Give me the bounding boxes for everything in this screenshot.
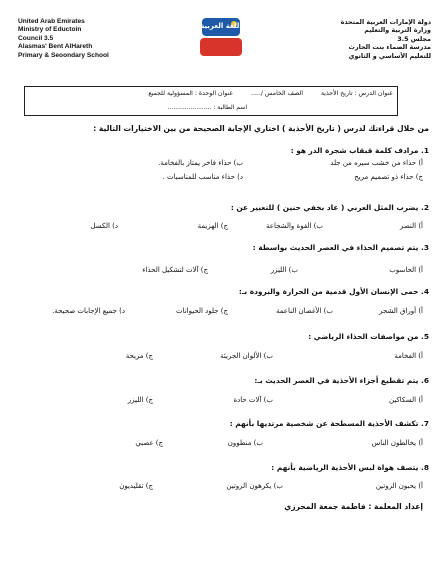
question-number: 1. [421,146,429,155]
question-8 [271,463,429,472]
header-line: مجلس 3.5 [397,34,431,43]
option-a[interactable]: أ) الفخامة [394,352,423,360]
option-c[interactable]: ج) الليزر [127,396,153,404]
question-text: يضرب المثل العربي ( عاد بخفي حنين ) للتعبير عن : [230,203,419,212]
question-6 [254,376,429,385]
question-4 [239,287,429,296]
option-c[interactable]: ج) تقليديون [119,482,153,490]
header-line: United Arab Emirates [18,18,85,25]
option-a[interactable]: أ) النصر [399,222,423,230]
option-b[interactable]: ب) آلات حادة [233,396,273,404]
option-a[interactable]: أ) حذاء من خشب سيره من جلد [330,159,423,167]
option-a[interactable]: أ) يحبون الروتين [375,482,423,490]
question-1 [291,146,429,155]
question-text: حمى الإنسان الأول قدمية من الحرارة والبرودة بـ: [238,287,419,296]
header-line: Primary & Seoondary School [18,51,109,59]
option-d[interactable]: د) جميع الإجابات صحيحة. [52,307,125,315]
option-b[interactable]: ب) الأغصان الناعمة [275,307,333,315]
question-2 [231,203,429,212]
lesson-info-box [24,86,398,116]
header-line: للتعليم الأساسي و الثانوي [348,51,431,60]
question-number: 5. [421,332,429,341]
lesson-title: عنوان الدرس : تاريخ الأحذية [320,90,393,97]
question-7 [230,419,429,428]
option-b[interactable]: ب) الليزر [270,266,298,274]
main-instruction: من خلال قراءتك لدرس ( تاريخ الأحذية ) اختاري الإجابة الصحيحة من بين الاختيارات التالية : [93,124,429,133]
header-line: Alasmas' Bent AlHareth [18,43,93,51]
question-text: يتم تقطيع أجزاء الأحذية في العصر الحديث بـ: [254,376,419,385]
option-a[interactable]: أ) السكاكين [389,396,423,404]
question-number: 7. [421,419,429,428]
option-b[interactable]: ب) يكرهون الروتين [226,482,283,490]
header-line: مدرسة الصماء بنت الحارث [348,43,431,52]
question-number: 2. [421,203,429,212]
arabic-language-logo [198,16,244,62]
unit-title: عنوان الوحدة : المسؤولية للجميع [148,90,234,97]
option-a[interactable]: أ) يخالطون الناس [371,439,423,447]
arabic-header [341,18,431,60]
option-c[interactable]: ج) جلود الحيوانات [175,307,228,315]
header-line: دولة الإمارات العربية المتحدة [340,18,431,26]
question-text: يتصف هواة لبس الأحذية الرياضية بأنهم : [271,463,419,472]
question-5 [308,332,429,341]
option-a[interactable]: أ) أوراق الشجر [379,307,423,315]
question-number: 3. [421,243,429,252]
logo-text: اللغة العربية [200,22,242,30]
option-b[interactable]: ب) الألوان الجريئة [220,352,273,360]
header-line: Ministry of Eductoin [18,26,82,34]
option-b[interactable]: ب) القوة والشجاعة [266,222,323,230]
question-number: 6. [421,376,429,385]
question-number: 4. [421,287,429,296]
header-line: وزارة التربية والتعليم [364,26,431,35]
teacher-credit: إعداد المعلمة : فاطمة جمعة المحرزي [284,502,423,511]
grade-label: الصف الخامس /..... [251,90,303,97]
question-text: من مواصفات الحذاء الرياضي : [308,332,419,341]
header-line: Council 3.5 [18,34,54,42]
question-text: يتم تصميم الحذاء في العصر الحديث بواسطة : [252,243,419,252]
option-c[interactable]: ج) الهزيمة [197,222,228,230]
question-text: تكشف الأحذية المسطحة عن شخصية مرتديها بأنهم : [229,419,419,428]
option-c[interactable]: ج) حذاء ذو تصميم مريح [354,173,423,181]
option-c[interactable]: ج) عصبي [135,439,163,447]
english-header [18,18,109,60]
option-b[interactable]: ب) منطوون [227,439,263,447]
option-c[interactable]: ج) آلات لتشكيل الحذاء [142,266,208,274]
option-d[interactable]: د) حذاء مناسب للمناسبات . [162,173,243,181]
question-3 [253,243,429,252]
student-name-field: اسم الطالبة : ....................... [167,104,247,111]
option-a[interactable]: أ) الحاسوب [389,266,423,274]
option-b[interactable]: ب) حذاء فاخر يمتاز بالفخامة. [158,159,243,167]
option-d[interactable]: د) الكسل [90,222,118,230]
question-number: 8. [421,463,429,472]
question-text: مرادف كلمة قبقاب شجرة الدر هو : [290,146,419,155]
option-c[interactable]: ج) مريحة [125,352,153,360]
